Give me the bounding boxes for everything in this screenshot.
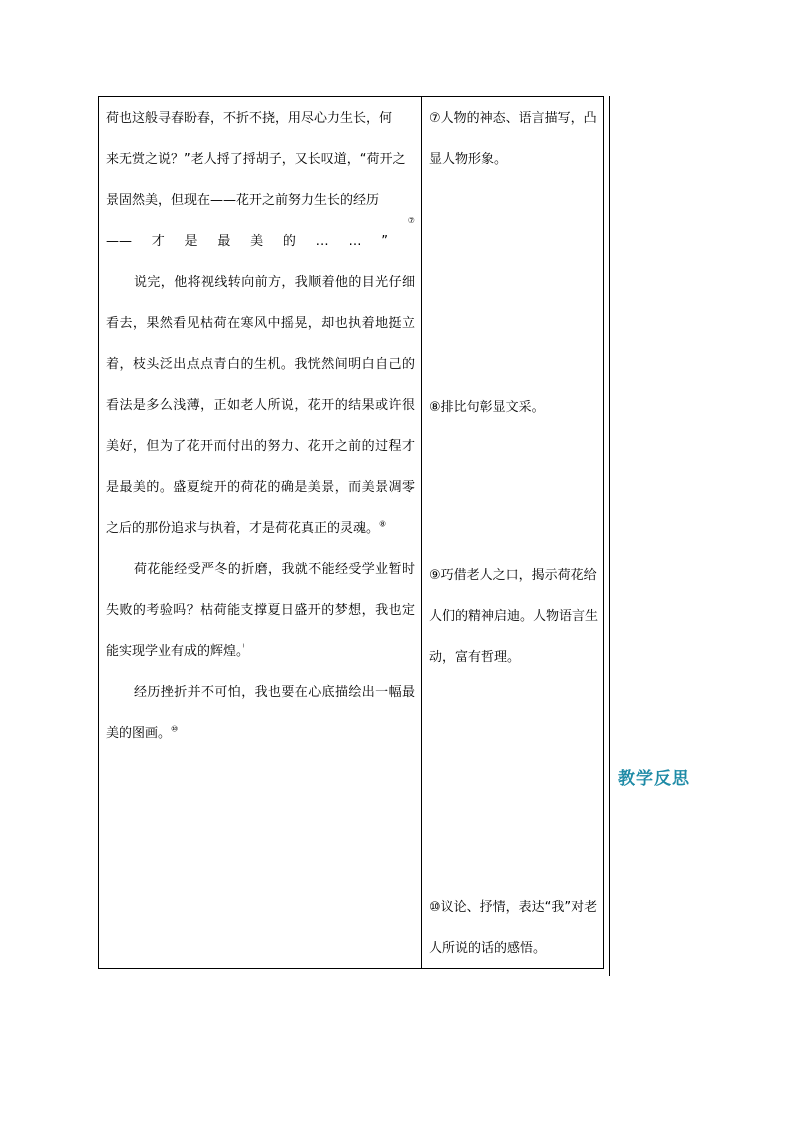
spread-char: 才 bbox=[151, 234, 165, 249]
reflection-rule bbox=[609, 96, 610, 976]
column-divider bbox=[421, 96, 422, 969]
paragraph-text: 经历挫折并不可怕，我也要在心底描绘出一幅最美的图画。 bbox=[106, 685, 415, 741]
annotation-note-7: ⑦人物的神态、语言描写，凸显人物形象。 bbox=[429, 111, 597, 167]
paragraph-text: 说完，他将视线转向前方，我顺着他的目光仔细看去，果然看见枯荷在寒风中摇晃，却也执着地挺立着，枝头泛出点点青白的生机。我恍然间明白自己的看法是多么浅薄，正如老人所说，花开的结果或许很美好，但为了花开而付出的努力、花开之前的过程才是最美的。盛夏绽开的荷花的确是美景，而美景凋零之后的那份追求与执着，才是荷花真正的灵魂。 bbox=[106, 275, 415, 536]
spread-char: 最 bbox=[217, 234, 231, 249]
essay-paragraph bbox=[106, 549, 415, 672]
spread-char: 的 bbox=[282, 234, 296, 249]
spread-line bbox=[106, 216, 415, 262]
dash: —— bbox=[106, 234, 132, 249]
annotation-note-9: ⑨巧借老人之口，揭示荷花给人们的精神启迪。人物语言生动，富有哲理。 bbox=[429, 568, 599, 665]
annotation-mark-9: ⁾ bbox=[242, 642, 245, 652]
essay-paragraph bbox=[106, 262, 415, 549]
essay-line: 来无赏之说？”老人捋了捋胡子，又长叹道，“荷开之 bbox=[106, 152, 406, 167]
teaching-reflection-heading: 教学反思 bbox=[618, 769, 690, 789]
essay-paragraph bbox=[106, 672, 415, 754]
annotation-note-10: ⑩议论、抒情，表达“我”对老人所说的话的感悟。 bbox=[429, 900, 598, 956]
annotation-mark-7: ⑦ bbox=[407, 216, 415, 225]
annotation-mark-8: ⑧ bbox=[379, 519, 387, 529]
spread-char: ” bbox=[381, 234, 388, 249]
essay-line: 荷也这般寻春盼春，不折不挠，用尽心力生长，何 bbox=[106, 111, 393, 126]
spread-char: 是 bbox=[184, 234, 198, 249]
paragraph-text: 荷花能经受严冬的折磨，我就不能经受学业暂时失败的考验吗？枯荷能支撑夏日盛开的梦想，我也定能实现学业有成的辉煌。 bbox=[106, 562, 415, 659]
spread-char: … bbox=[315, 234, 329, 249]
annotation-mark-10: ⑩ bbox=[171, 724, 179, 734]
spread-char: … bbox=[348, 234, 362, 249]
essay-line: 景固然美，但现在——花开之前努力生长的经历 bbox=[106, 193, 380, 208]
spread-char: 美 bbox=[250, 234, 264, 249]
annotation-note-8: ⑧排比句彰显文采。 bbox=[429, 400, 545, 415]
essay-text-column bbox=[106, 98, 415, 754]
